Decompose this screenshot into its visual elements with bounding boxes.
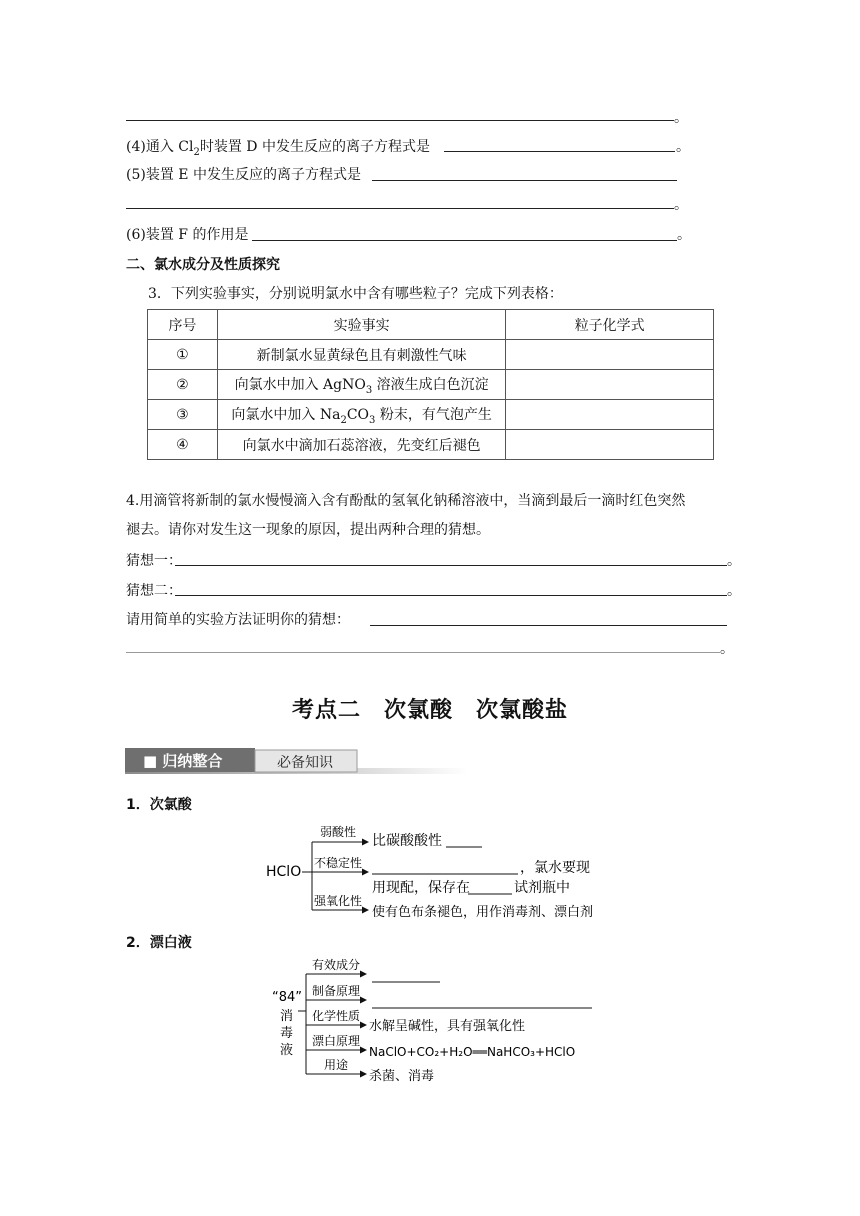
answer-line[interactable] xyxy=(126,208,674,209)
table-header-row xyxy=(148,310,714,340)
table-row xyxy=(148,430,714,460)
question-6: (6)装置 F 的作用是 xyxy=(126,227,249,243)
hclo-heading: 1．次氯酸 xyxy=(126,797,192,813)
bleach-heading: 2．漂白液 xyxy=(126,935,192,951)
bleach-root-line: 液 xyxy=(280,1043,294,1058)
answer-line[interactable] xyxy=(175,595,727,596)
period: 。 xyxy=(674,197,688,213)
header-cell: 实验事实 xyxy=(217,310,506,340)
period: 。 xyxy=(677,227,691,243)
branch-label: 化学性质 xyxy=(312,1009,361,1023)
question-4-line2: 褪去。请你对发生这一现象的原因，提出两种合理的猜想。 xyxy=(126,522,490,538)
row-number: ① xyxy=(148,340,218,370)
question-3: 3．下列实验事实，分别说明氯水中含有哪些粒子？完成下列表格： xyxy=(148,286,563,302)
answer-cell[interactable] xyxy=(506,430,714,460)
hclo-root: HClO xyxy=(266,864,302,880)
row-number: ④ xyxy=(148,430,218,460)
prove-label: 请用简单的实验方法证明你的猜想： xyxy=(126,612,350,628)
guess-1-label: 猜想一： xyxy=(126,553,182,569)
guess-2-label: 猜想二： xyxy=(126,583,182,599)
answer-cell[interactable] xyxy=(506,370,714,400)
answer-line[interactable] xyxy=(252,240,677,241)
bleach-root-line: 消 xyxy=(280,1009,294,1024)
row-fact: 向氯水中滴加石蕊溶液，先变红后褪色 xyxy=(217,430,506,460)
answer-line[interactable] xyxy=(370,625,727,626)
table-row xyxy=(148,370,714,400)
branch-text: ，氯水要现 xyxy=(520,860,590,876)
branch-label: 弱酸性 xyxy=(320,825,357,839)
bleach-root-line: “84” xyxy=(272,990,303,1005)
knowledge-banner xyxy=(125,748,468,774)
branch-label: 制备原理 xyxy=(312,984,361,998)
bleach-root-line: 毒 xyxy=(280,1026,294,1041)
period: 。 xyxy=(676,139,690,155)
hclo-tree xyxy=(250,818,630,926)
answer-line[interactable] xyxy=(175,565,727,566)
branch-text: 水解呈碱性，具有强氧化性 xyxy=(369,1019,526,1034)
branch-text: 用现配，保存在 xyxy=(372,880,470,896)
branch-text: 比碳酸酸性 xyxy=(372,833,442,849)
particle-table xyxy=(147,309,714,460)
answer-line[interactable] xyxy=(126,652,720,653)
period: 。 xyxy=(674,110,688,126)
question-4-line1: 4.用滴管将新制的氯水慢慢滴入含有酚酞的氢氧化钠稀溶液中，当滴到最后一滴时红色突然 xyxy=(126,493,686,509)
period: 。 xyxy=(727,553,741,569)
branch-text: 使有色布条褪色，用作消毒剂、漂白剂 xyxy=(372,905,594,920)
header-cell: 序号 xyxy=(148,310,218,340)
row-number: ③ xyxy=(148,400,218,430)
branch-label: 不稳定性 xyxy=(314,856,363,870)
branch-text: 杀菌、消毒 xyxy=(369,1069,435,1084)
branch-text: 试剂瓶中 xyxy=(514,880,570,896)
banner-right-label: 必备知识 xyxy=(277,755,333,771)
banner-left-label: ■ 归纳整合 xyxy=(143,752,223,770)
answer-cell[interactable] xyxy=(506,400,714,430)
row-fact: 新制氯水显黄绿色且有刺激性气味 xyxy=(217,340,506,370)
table-row xyxy=(148,400,714,430)
table-row xyxy=(148,340,714,370)
question-4: (4)通入 $Cl_2$时装置 D 中发生反应的离子方程式是 xyxy=(126,139,430,158)
row-number: ② xyxy=(148,370,218,400)
row-fact: 向氯水中加入 $Na_2CO_3$ 粉末，有气泡产生 xyxy=(217,400,506,430)
section-title: 考点二 次氯酸 次氯酸盐 xyxy=(291,698,568,723)
row-fact: 向氯水中加入 AgNO$_3$ 溶液生成白色沉淀 xyxy=(217,370,506,400)
question-5: (5)装置 E 中发生反应的离子方程式是 xyxy=(126,167,361,183)
branch-label: 有效成分 xyxy=(312,958,361,972)
answer-line[interactable] xyxy=(126,120,674,121)
branch-label: 漂白原理 xyxy=(312,1034,361,1048)
answer-cell[interactable] xyxy=(506,340,714,370)
section-heading: 二、氯水成分及性质探究 xyxy=(126,257,280,273)
branch-text: NaClO+CO₂+H₂O══NaHCO₃+HClO xyxy=(369,1045,576,1059)
answer-line[interactable] xyxy=(372,180,677,181)
branch-label: 用途 xyxy=(324,1058,349,1072)
bleach-tree xyxy=(260,956,640,1090)
header-cell: 粒子化学式 xyxy=(506,310,714,340)
branch-label: 强氧化性 xyxy=(314,894,363,908)
answer-line[interactable] xyxy=(444,151,675,152)
period: 。 xyxy=(720,641,734,657)
period: 。 xyxy=(727,583,741,599)
